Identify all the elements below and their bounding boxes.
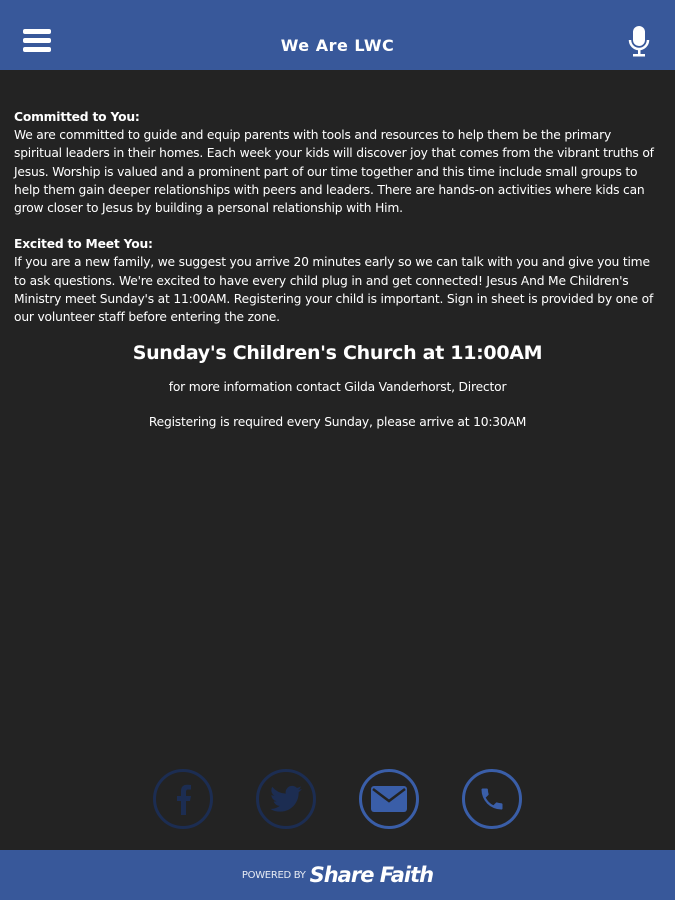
twitter-button[interactable] — [256, 769, 316, 829]
section-body: We are committed to guide and equip parents with tools and resources to help them be the primary spiritual leaders in their homes. Each week your kids will discover joy that comes from the vibrant truths of Jesus. Worship is valued and a prominent part of our time together and this time include small groups to help them gain deeper relationships with peers and leaders. There are hands-on activities where kids can grow closer to Jesus by building a personal relationship with Him. — [14, 128, 654, 216]
email-icon — [371, 786, 407, 812]
contact-info: for more information contact Gilda Vanderhorst, Director — [168, 380, 507, 395]
section-body: If you are a new family, we suggest you arrive 20 minutes early so we can talk with you and give you time to ask questions. We're excited to have every child plug in and get connected! Jesus And Me Children's Ministry meet Sunday's at 11:00AM. Registering your child is important. Sign in sheet is provided by one of our volunteer staff before entering the zone. — [14, 255, 654, 325]
section-heading: Excited to Meet You: — [14, 237, 153, 252]
service-title: Sunday's Children's Church at 11:00AM — [132, 342, 543, 365]
footer — [0, 850, 675, 900]
powered-by-label: POWERED BY — [241, 869, 306, 881]
page-title: We Are LWC — [280, 36, 395, 55]
facebook-icon — [173, 783, 193, 815]
phone-icon — [478, 785, 506, 813]
social-icons — [153, 769, 523, 829]
phone-button[interactable] — [462, 769, 522, 829]
section-heading: Committed to You: — [14, 110, 140, 124]
registration-note: Registering is required every Sunday, please arrive at 10:30AM — [148, 414, 527, 429]
email-button[interactable] — [359, 769, 419, 829]
microphone-icon[interactable] — [628, 26, 650, 58]
facebook-button[interactable] — [153, 769, 213, 829]
twitter-icon — [270, 785, 302, 813]
app-header — [0, 0, 675, 70]
page-content — [14, 108, 661, 431]
sharefaith-logo[interactable]: Share Faith — [309, 863, 434, 887]
